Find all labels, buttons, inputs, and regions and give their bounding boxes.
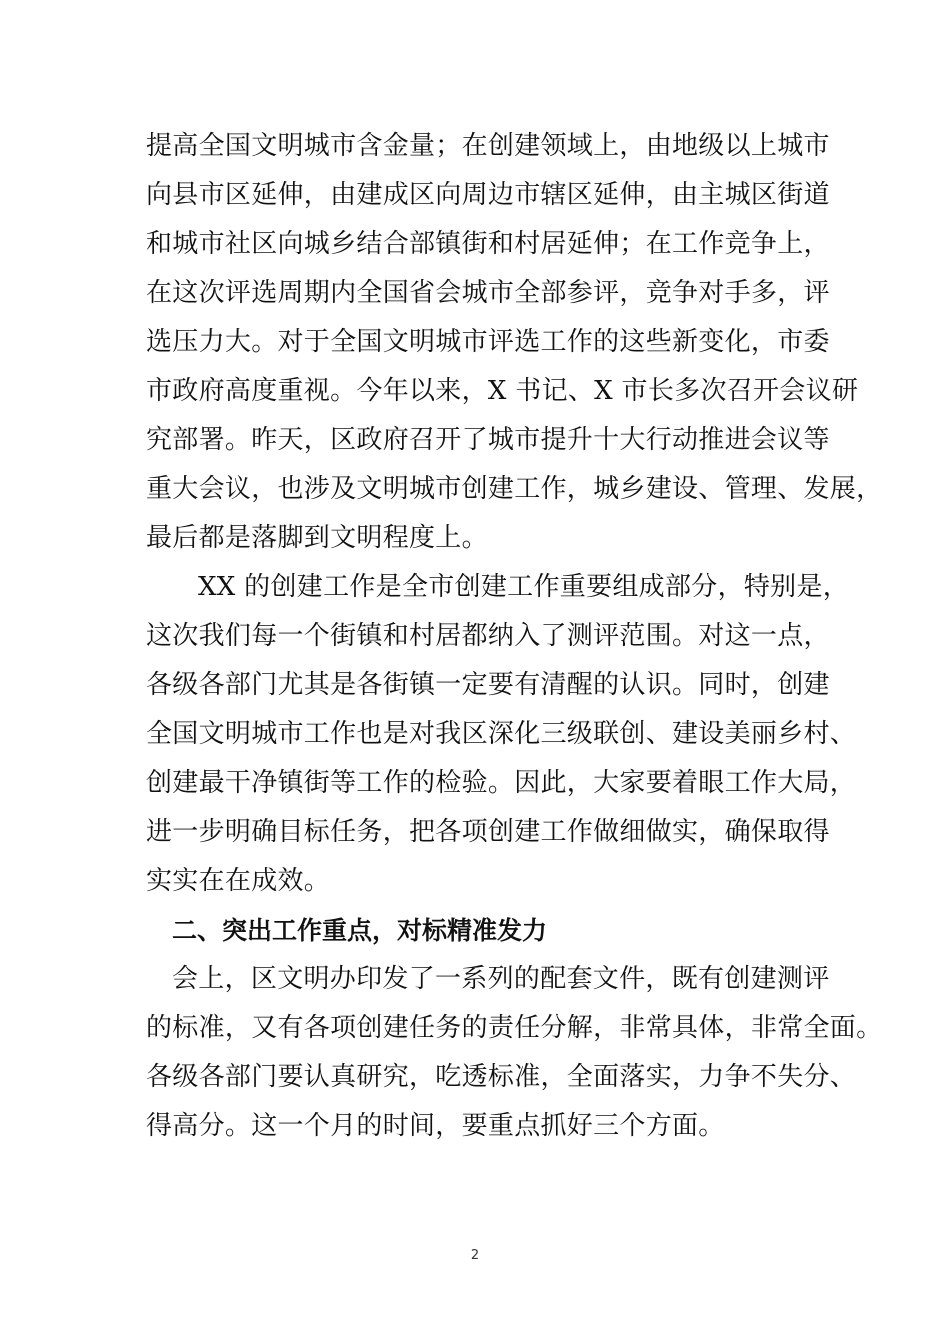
text-line: XX 的创建工作是全市创建工作重要组成部分，特别是， — [198, 572, 850, 602]
text-line: 这次我们每一个街镇和村居都纳入了测评范围。对这一点， — [146, 621, 830, 651]
text-line: 选压力大。对于全国文明城市评选工作的这些新变化，市委 — [146, 327, 830, 357]
text-line: 在这次评选周期内全国省会城市全部参评，竞争对手多，评 — [146, 278, 830, 308]
text-line: 究部署。昨天，区政府召开了城市提升十大行动推进会议等 — [146, 425, 830, 455]
text-line: 重大会议，也涉及文明城市创建工作，城乡建设、管理、发展， — [146, 474, 883, 504]
text-line: 实实在在成效。 — [146, 866, 331, 896]
text-line: 提高全国文明城市含金量；在创建领域上，由地级以上城市 — [146, 131, 830, 161]
text-line: 创建最干净镇街等工作的检验。因此，大家要着眼工作大局， — [146, 768, 857, 798]
text-line: 和城市社区向城乡结合部镇街和村居延伸；在工作竞争上， — [146, 229, 830, 259]
section-heading: 二、突出工作重点，对标精准发力 — [172, 916, 548, 945]
paragraph-3 — [146, 955, 883, 1151]
paragraph-1 — [146, 122, 883, 563]
page-number: 2 — [470, 1248, 480, 1263]
text-line: 的标准，又有各项创建任务的责任分解，非常具体，非常全面。 — [146, 1013, 883, 1043]
text-line: 向县市区延伸，由建成区向周边市辖区延伸，由主城区街道 — [146, 180, 830, 210]
text-line: 各级各部门要认真研究，吃透标准，全面落实，力争不失分、 — [146, 1062, 857, 1092]
text-line: 会上，区文明办印发了一系列的配套文件，既有创建测评 — [172, 964, 830, 994]
document-body — [146, 122, 883, 1151]
text-line: 最后都是落脚到文明程度上。 — [146, 523, 488, 553]
text-line: 全国文明城市工作也是对我区深化三级联创、建设美丽乡村、 — [146, 719, 857, 749]
text-line: 得高分。这一个月的时间，要重点抓好三个方面。 — [146, 1111, 725, 1141]
text-line: 市政府高度重视。今年以来，X 书记、X 市长多次召开会议研 — [146, 376, 859, 406]
text-line: 各级各部门尤其是各街镇一定要有清醒的认识。同时，创建 — [146, 670, 830, 700]
text-line: 进一步明确目标任务，把各项创建工作做细做实，确保取得 — [146, 817, 830, 847]
paragraph-2 — [146, 563, 857, 906]
